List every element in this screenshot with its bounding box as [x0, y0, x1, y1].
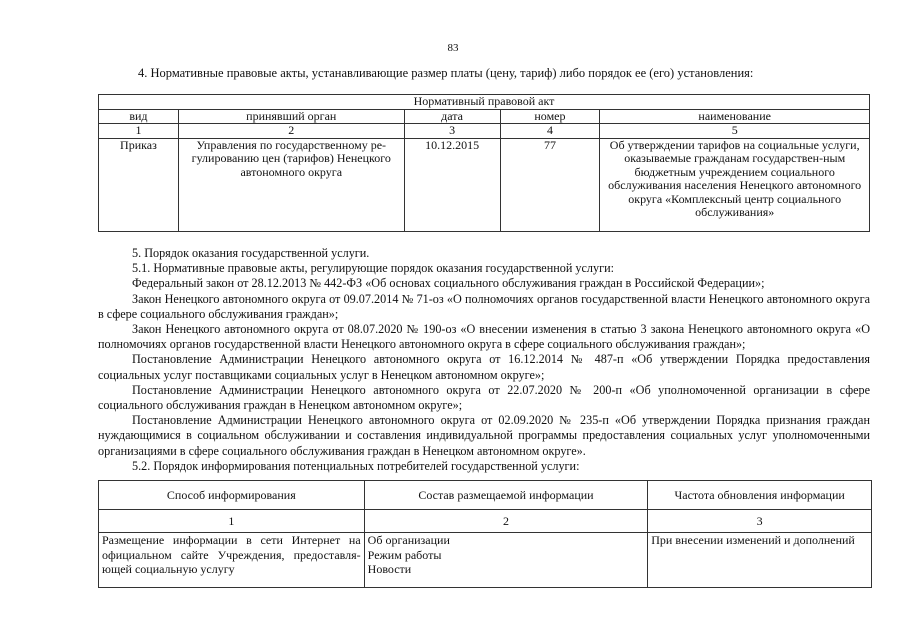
- table1-header-organ: принявший орган: [178, 109, 404, 124]
- table2-header-method: Способ информирования: [99, 481, 365, 510]
- table1-colnum-3: 3: [404, 124, 500, 139]
- tariff-acts-table: [98, 94, 870, 232]
- paragraph: Закон Ненецкого автономного округа от 09.07.2014 № 71-оз «О полномочиях органов государственной власти Ненецкого автономного округа в сфере социального обслуживания граждан»;: [98, 291, 870, 321]
- table1-header-number: номер: [500, 109, 600, 124]
- table2-colnum-1: 1: [99, 510, 365, 533]
- content-item: Новости: [367, 562, 412, 576]
- table1-cell-name: Об утверждении тарифов на социальные услуги, оказываемые гражданам государствен-ным бюджетным учреждением социального обслуживания населения Ненецкого автономного округа «Комплексный центр социального обслуживания»: [600, 138, 870, 231]
- paragraph: 5.2. Порядок информирования потенциальных потребителей государственной услуги:: [132, 458, 580, 473]
- table-row: [99, 138, 870, 231]
- table2-colnum-2: 2: [364, 510, 648, 533]
- legal-acts-section: [98, 246, 870, 474]
- informing-table: [98, 480, 872, 588]
- table1-cell-number: 77: [500, 138, 600, 231]
- table1-colnum-4: 4: [500, 124, 600, 139]
- table1-header-name: наименование: [600, 109, 870, 124]
- content-item: Режим работы: [367, 547, 442, 562]
- table1-cell-type: Приказ: [99, 138, 179, 231]
- table1-colnum-1: 1: [99, 124, 179, 139]
- table1-group-header: Нормативный правовой акт: [99, 95, 870, 110]
- paragraph: 5. Порядок оказания государственной услуги.: [132, 246, 370, 260]
- table2-header-frequency: Частота обновления информации: [648, 481, 872, 510]
- table2-colnum-3: 3: [648, 510, 872, 533]
- table1-colnum-5: 5: [600, 124, 870, 139]
- paragraph: Постановление Администрации Ненецкого автономного округа от 16.12.2014 № 487-п «Об утверждении Порядка предоставления социальных услуг поставщиками социальных услуг в Ненецком автономном округе»;: [98, 352, 870, 382]
- table2-cell-frequency: При внесении изменений и дополнений: [648, 533, 872, 588]
- paragraph: Закон Ненецкого автономного округа от 08.07.2020 № 190-оз «О внесении изменения в статью 3 закона Ненецкого автономного округа «О полномочиях органов государственной власти Ненецкого автономного округа в сфере социального обслуживания граждан»;: [98, 322, 870, 352]
- table1-cell-organ: Управления по государственному ре-гулированию цен (тарифов) Ненецкого автономного округа: [178, 138, 404, 231]
- table1-colnum-2: 2: [178, 124, 404, 139]
- paragraph: Постановление Администрации Ненецкого автономного округа от 22.07.2020 № 200-п «Об уполномоченной организации в сфере социального обслуживания граждан в Ненецком автономном округе»;: [98, 382, 870, 413]
- table-row: [99, 533, 872, 588]
- table1-header-date: дата: [404, 109, 500, 124]
- paragraph: Федеральный закон от 28.12.2013 № 442-ФЗ «Об основах социального обслуживания граждан в Российской Федерации»;: [132, 276, 765, 291]
- page-number: 83: [447, 42, 459, 54]
- paragraph: Постановление Администрации Ненецкого автономного округа от 02.09.2020 № 235-п «Об утверждении Порядка признания граждан нуждающимися в социальном обслуживании и составления индивидуальной программы предоставления социальных услуг уполномоченными организациями в сфере социального обслуживания граждан в Ненецком автономном округе».: [98, 413, 870, 458]
- table1-cell-date: 10.12.2015: [404, 138, 500, 231]
- table2-cell-content: [364, 533, 648, 588]
- section-4-heading: 4. Нормативные правовые акты, устанавливающие размер платы (цену, тариф) либо порядок ее (его) установления:: [138, 66, 754, 80]
- paragraph: 5.1. Нормативные правовые акты, регулирующие порядок оказания государственной услуги:: [132, 261, 614, 276]
- content-item: Об организации: [367, 533, 450, 547]
- table1-header-type: вид: [99, 109, 179, 124]
- table2-header-content: Состав размещаемой информации: [364, 481, 648, 510]
- table2-cell-method: Размещение информации в сети Интернет на официальном сайте Учреждения, предоставля-ющей социальную услугу: [99, 533, 365, 588]
